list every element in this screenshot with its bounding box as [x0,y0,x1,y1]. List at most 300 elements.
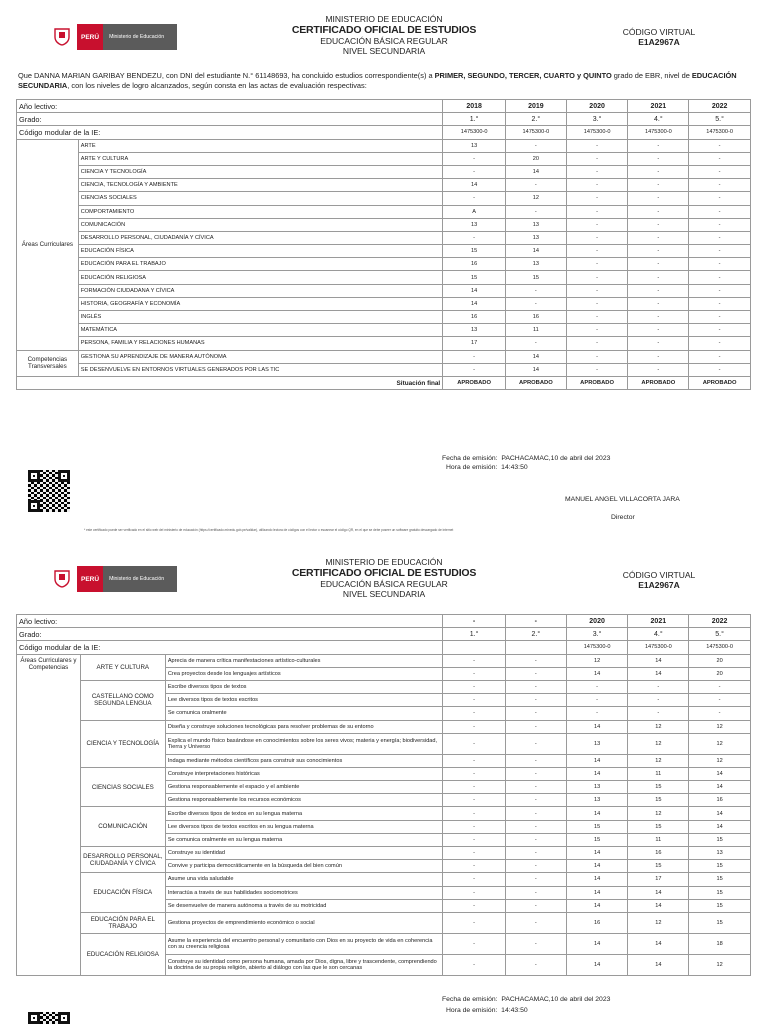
competency-grade: - [443,886,506,899]
competency-grade: - [628,350,689,363]
issue-date-2 [442,996,610,1003]
area-grade: - [505,297,566,310]
area-name: CIENCIAS SOCIALES [78,192,442,205]
area-grade: 16 [443,258,506,271]
ie-code-row-value: 1475300-0 [689,126,751,139]
area-grade: - [689,337,751,350]
competency-grade: - [443,733,506,754]
competency-grade: - [443,860,506,873]
final-status-value: APROBADO [628,376,689,389]
competency-name: Convive y participa democráticamente en la búsqueda del bien común [165,860,442,873]
competency-name: Crea proyectos desde los lenguajes artísticos [165,667,442,680]
competency-grade: - [505,733,566,754]
competency-name: Construye interpretaciones históricas [165,767,442,780]
year-row-value: 2018 [443,100,506,113]
area-name: COMUNICACIÓN [78,218,442,231]
area-grade: - [689,218,751,231]
area-grade: - [505,337,566,350]
competency-grade: 12 [628,807,689,820]
competency-grade: - [505,860,566,873]
competency-grade: - [505,833,566,846]
competency-grade: - [566,707,628,720]
year-row [17,615,751,628]
competency-grade: 20 [689,654,751,667]
area-grade: - [566,231,628,244]
area-name: EDUCACIÓN FÍSICA [80,873,165,913]
ie-code-row-value: 1475300-0 [628,641,689,654]
competency-grade: - [689,363,751,376]
area-grade: - [566,297,628,310]
competency-grade: - [443,667,506,680]
area-grade: - [566,152,628,165]
competency-grade: - [505,667,566,680]
area-name: PERSONA, FAMILIA Y RELACIONES HUMANAS [78,337,442,350]
competency-grade: - [443,720,506,733]
competency-name: Lee diversos tipos de textos escritos en su lengua materna [165,820,442,833]
area-grade: - [628,284,689,297]
year-row-value: 2021 [628,615,689,628]
final-status-value: APROBADO [566,376,628,389]
area-grade: - [689,139,751,152]
competency-name: Gestiona proyectos de emprendimiento económico o social [165,912,442,933]
competency-row [17,654,751,667]
area-row [17,165,751,178]
grades-table-1 [16,99,751,390]
area-grade: - [566,165,628,178]
area-name: DESARROLLO PERSONAL, CIUDADANÍA Y CÍVICA [78,231,442,244]
area-grade: - [566,205,628,218]
area-grade: - [689,297,751,310]
area-name: CIENCIA, TECNOLOGÍA Y AMBIENTE [78,179,442,192]
grade-row-value: 3.° [566,113,628,126]
competency-grade: - [443,794,506,807]
area-grade: - [566,258,628,271]
competency-grade: 12 [566,654,628,667]
certificate-title: CERTIFICADO OFICIAL DE ESTUDIOS [291,24,477,36]
area-grade: 13 [443,139,506,152]
area-grade: - [689,311,751,324]
issue-time [446,464,528,471]
competency-grade: - [505,886,566,899]
intro-text-2: grado de EBR, nivel de [611,71,692,80]
competency-grade: 14 [566,767,628,780]
area-name: CIENCIA Y TECNOLOGÍA [78,165,442,178]
competency-row [17,873,751,886]
issue-date-label: Fecha de emisión: [442,996,498,1003]
competency-grade: - [443,781,506,794]
competency-grade: - [443,767,506,780]
minedu-logo-2 [47,566,177,592]
area-grade: - [628,192,689,205]
competency-grade: 14 [566,933,628,954]
year-row-value: 2022 [689,615,751,628]
area-row [17,284,751,297]
competency-name: SE DESENVUELVE EN ENTORNOS VIRTUALES GENERADOS POR LAS TIC [78,363,442,376]
verification-note: * este certificado puede ser verificado en el sitio web del ministerio de educación (https://certificado.minedu.gob.pe/validar), utilizando lectora de códigos con el lector o escanear el código QR, en el que se debe poseer un software gratuito descargado de internet [84,528,454,532]
issue-date-value: PACHACAMAC,10 de abril del 2023 [501,455,611,462]
area-grade: 13 [505,231,566,244]
logo-peru-text: PERÚ [77,24,103,50]
competency-grade: 12 [689,954,751,975]
area-grade: - [628,324,689,337]
competency-grade: - [505,899,566,912]
minedu-logo [47,24,177,50]
ie-code-row-value: 1475300-0 [689,641,751,654]
competency-grade: 14 [566,860,628,873]
issue-time-value: 14:43:50 [501,464,528,471]
competency-grade: 16 [566,912,628,933]
competency-grade: 14 [566,886,628,899]
area-grade: - [443,152,506,165]
competency-grade: - [628,363,689,376]
competency-name: Asume la experiencia del encuentro personal y comunitario con Dios en su proyecto de vida en coherencia con su creencia religiosa [165,933,442,954]
competency-grade: - [566,350,628,363]
grade-row-value: 4.° [628,113,689,126]
competency-grade: 11 [628,833,689,846]
ie-code-row [17,641,751,654]
competency-row [17,720,751,733]
peru-shield-icon [47,24,77,50]
area-grade: - [566,218,628,231]
year-row-value: 2022 [689,100,751,113]
grade-row-value: 1.° [443,628,506,641]
competency-name: Construye su identidad como persona humana, amada por Dios, digna, libre y trascendente, comprendiendo la doctrina de su propia religión, abierto al diálogo con las que le son cercanas [165,954,442,975]
final-status-value: APROBADO [689,376,751,389]
area-name: HISTORIA, GEOGRAFÍA Y ECONOMÍA [78,297,442,310]
area-grade: - [505,205,566,218]
ministry-title: MINISTERIO DE EDUCACIÓN [325,557,443,567]
competency-grade: - [505,794,566,807]
area-name: INGLÉS [78,311,442,324]
area-name: FORMACIÓN CIUDADANA Y CÍVICA [78,284,442,297]
competency-grade: - [443,954,506,975]
competency-grade: - [505,807,566,820]
competency-grade: - [505,847,566,860]
area-grade: 15 [443,245,506,258]
area-row [17,139,751,152]
competency-grade: 14 [566,667,628,680]
ie-code-row-value [505,641,566,654]
grade-row-label: Grado: [17,628,443,641]
competency-row [17,363,751,376]
competency-name: Asume una vida saludable [165,873,442,886]
area-grade: - [566,284,628,297]
competency-grade: 12 [628,754,689,767]
competency-grade: - [505,694,566,707]
document-header-2 [264,557,504,599]
competency-grade: - [505,954,566,975]
qr-code-icon-2[interactable] [28,1012,70,1024]
competency-name: Diseña y construye soluciones tecnológicas para resolver problemas de su entorno [165,720,442,733]
area-name: EDUCACIÓN RELIGIOSA [78,271,442,284]
competency-grade: 14 [566,899,628,912]
competency-grade: 15 [628,820,689,833]
competency-grade: 14 [566,873,628,886]
competency-row [17,933,751,954]
competency-grade: - [443,933,506,954]
area-grade: 11 [505,324,566,337]
area-row [17,152,751,165]
group-areas-competencias: Áreas Curriculares y Competencias [17,654,81,975]
competency-grade: - [443,833,506,846]
area-row [17,271,751,284]
competency-grade: - [443,680,506,693]
area-grade: - [628,139,689,152]
year-row-label: Año lectivo: [17,615,443,628]
issue-time-value: 14:43:50 [501,1007,528,1014]
issue-time-2 [446,1007,528,1014]
competency-grade: - [443,754,506,767]
intro-paragraph [18,71,758,91]
competency-grade: 12 [689,754,751,767]
competency-grade: 13 [566,794,628,807]
ie-code-row-value: 1475300-0 [628,126,689,139]
final-status-value: APROBADO [443,376,506,389]
competency-grade: - [566,363,628,376]
competency-grade: - [505,654,566,667]
area-grade: - [689,271,751,284]
grade-row-value: 5.° [689,628,751,641]
year-row-value: - [443,615,506,628]
area-name: ARTE Y CULTURA [80,654,165,680]
final-status-value: APROBADO [505,376,566,389]
competency-grade: - [689,680,751,693]
virtual-code-2 [604,570,714,590]
area-grade: - [628,245,689,258]
area-name: EDUCACIÓN PARA EL TRABAJO [78,258,442,271]
ie-code-row-value [443,641,506,654]
area-grade: - [628,297,689,310]
competency-grade: - [443,807,506,820]
competency-grade: 14 [566,754,628,767]
competency-grade: - [505,933,566,954]
ie-code-row-label: Código modular de la IE: [17,126,443,139]
year-row-value: 2021 [628,100,689,113]
area-grade: - [566,324,628,337]
competency-grade: - [443,654,506,667]
competency-grade: 14 [505,363,566,376]
area-row [17,258,751,271]
grade-row-value: 4.° [628,628,689,641]
competency-name: Indaga mediante métodos científicos para construir sus conocimientos [165,754,442,767]
competency-grade: - [443,899,506,912]
area-grade: 13 [443,218,506,231]
competency-grade: - [443,363,506,376]
area-name: MATEMÁTICA [78,324,442,337]
competency-grade: 12 [689,733,751,754]
area-grade: 13 [505,258,566,271]
competency-grade: - [505,767,566,780]
year-row-value: 2020 [566,615,628,628]
area-grade: - [566,179,628,192]
competency-grade: 15 [566,820,628,833]
area-grade: A [443,205,506,218]
area-grade: - [689,231,751,244]
area-grade: 13 [443,324,506,337]
peru-shield-icon [47,566,77,592]
final-status-label: Situación final [17,376,443,389]
competency-grade: - [443,912,506,933]
issue-date [442,455,610,462]
competency-grade: 15 [628,860,689,873]
competency-grade: 15 [689,899,751,912]
competency-grade: - [443,350,506,363]
virtual-code [604,27,714,47]
area-grade: - [566,139,628,152]
area-name: CIENCIAS SOCIALES [80,767,165,807]
grades-table-2 [16,614,751,976]
area-grade: 14 [505,165,566,178]
issue-date-value: PACHACAMAC,10 de abril del 2023 [501,996,611,1003]
ministry-title: MINISTERIO DE EDUCACIÓN [325,14,443,24]
area-grade: - [443,192,506,205]
competency-grade: 14 [505,350,566,363]
competency-grade: 15 [628,794,689,807]
area-grade: - [505,284,566,297]
education-level: NIVEL SECUNDARIA [342,589,426,599]
qr-code-icon[interactable] [28,470,70,512]
area-grade: - [689,179,751,192]
competency-grade: - [505,873,566,886]
competency-grade: - [689,350,751,363]
competency-grade: 18 [689,933,751,954]
document-header [264,14,504,56]
competency-grade: 12 [628,912,689,933]
competency-grade: 14 [628,886,689,899]
intro-level-1: EDUCACIÓN [691,71,737,80]
area-row [17,231,751,244]
area-grade: - [628,258,689,271]
year-row [17,100,751,113]
grade-row-label: Grado: [17,113,443,126]
area-grade: 14 [443,179,506,192]
competency-name: Interactúa a través de sus habilidades sociomotrices [165,886,442,899]
competency-grade: 14 [628,654,689,667]
area-grade: - [443,231,506,244]
signer-role: Director [611,514,635,521]
competency-grade: - [443,873,506,886]
competency-row [17,847,751,860]
ie-code-row [17,126,751,139]
area-name: CASTELLANO COMO SEGUNDA LENGUA [80,680,165,720]
competency-grade: 11 [628,767,689,780]
grade-row-value: 2.° [505,628,566,641]
competency-grade: 17 [628,873,689,886]
competency-grade: - [505,720,566,733]
area-row [17,205,751,218]
grade-row [17,628,751,641]
area-grade: - [689,284,751,297]
area-grade: 16 [443,311,506,324]
area-name: EDUCACIÓN RELIGIOSA [80,933,165,975]
area-grade: - [689,165,751,178]
grade-row-value: 2.° [505,113,566,126]
virtual-code-value: E1A2967A [638,37,680,47]
area-row [17,245,751,258]
grade-row-value: 5.° [689,113,751,126]
ie-code-row-label: Código modular de la IE: [17,641,443,654]
area-grade: - [628,152,689,165]
issue-time-label: Hora de emisión: [446,464,498,471]
competency-row [17,912,751,933]
competency-grade: - [689,694,751,707]
area-grade: 20 [505,152,566,165]
competency-grade: 14 [566,807,628,820]
competency-grade: 14 [628,667,689,680]
area-grade: - [505,139,566,152]
competency-grade: - [628,680,689,693]
area-grade: 16 [505,311,566,324]
intro-text-3: , con los niveles de logro alcanzados, según consta en las actas de evaluación respectivas: [67,81,367,90]
virtual-code-value: E1A2967A [638,580,680,590]
area-grade: 15 [443,271,506,284]
area-grade: - [566,245,628,258]
virtual-code-label: CÓDIGO VIRTUAL [622,27,696,37]
competency-row [17,767,751,780]
competency-name: Gestiona responsablemente los recursos económicos [165,794,442,807]
competency-grade: - [443,707,506,720]
area-name: COMPORTAMIENTO [78,205,442,218]
area-grade: - [628,337,689,350]
competency-grade: - [443,847,506,860]
competency-name: GESTIONA SU APRENDIZAJE DE MANERA AUTÓNOMA [78,350,442,363]
issue-time-label: Hora de emisión: [446,1007,498,1014]
logo-peru-text: PERÚ [77,566,103,592]
ie-code-row-value: 1475300-0 [443,126,506,139]
competency-name: Construye su identidad [165,847,442,860]
competency-name: Se comunica oralmente en su lengua materna [165,833,442,846]
competency-grade: 14 [566,954,628,975]
competency-name: Se desenvuelve de manera autónoma a través de su motricidad [165,899,442,912]
education-level: NIVEL SECUNDARIA [342,46,426,56]
area-grade: - [566,311,628,324]
grade-row-value: 3.° [566,628,628,641]
area-grade: - [689,258,751,271]
competency-row [17,807,751,820]
area-row [17,311,751,324]
area-grade: 13 [505,218,566,231]
competency-grade: 14 [689,767,751,780]
area-name: ARTE Y CULTURA [78,152,442,165]
competency-grade: 15 [689,873,751,886]
area-name: EDUCACIÓN PARA EL TRABAJO [80,912,165,933]
area-row [17,179,751,192]
area-grade: 15 [505,271,566,284]
grade-row-value: 1.° [443,113,506,126]
competency-grade: 16 [628,847,689,860]
competency-grade: 16 [689,794,751,807]
area-grade: - [443,165,506,178]
area-grade: 12 [505,192,566,205]
competency-grade: 14 [689,807,751,820]
signer-name: MANUEL ANGEL VILLACORTA JARA [565,496,680,503]
final-status-row [17,376,751,389]
year-row-value: 2020 [566,100,628,113]
area-grade: - [689,192,751,205]
area-grade: - [628,165,689,178]
area-grade: 17 [443,337,506,350]
grade-row [17,113,751,126]
intro-level-2: SECUNDARIA [18,81,68,90]
virtual-code-label: CÓDIGO VIRTUAL [622,570,696,580]
area-grade: - [566,192,628,205]
competency-grade: - [628,694,689,707]
area-name: EDUCACIÓN FÍSICA [78,245,442,258]
competency-grade: 15 [628,781,689,794]
group-areas-curriculares: Áreas Curriculares [17,139,79,350]
year-row-value: - [505,615,566,628]
competency-name: Gestiona responsablemente el espacio y el ambiente [165,781,442,794]
